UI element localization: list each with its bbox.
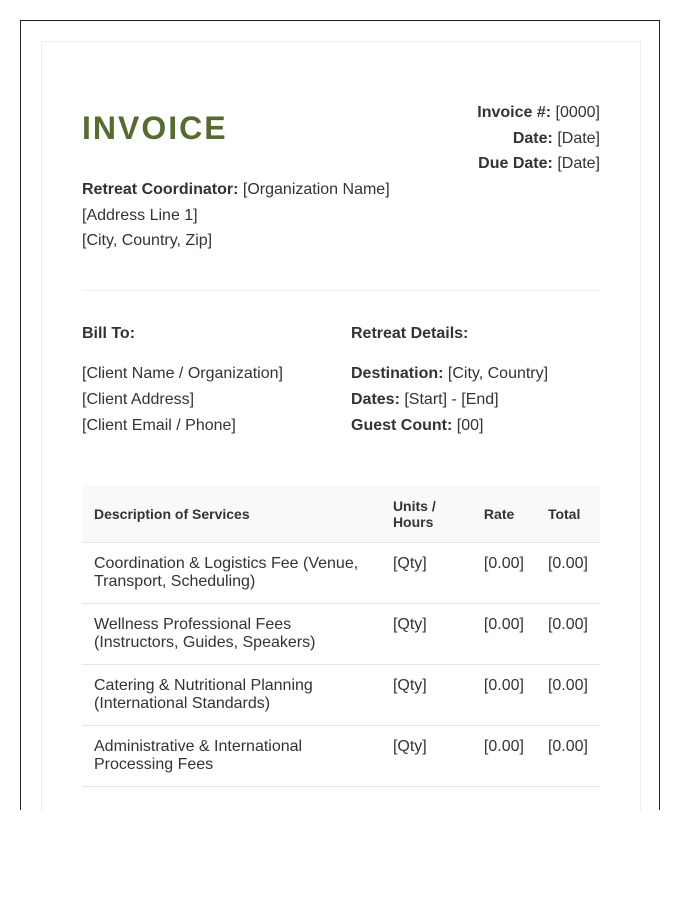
guest-count-label: Guest Count: xyxy=(351,417,453,434)
service-description: Wellness Professional Fees (Instructors, Guides, Speakers) xyxy=(82,604,381,665)
coordinator-block xyxy=(82,177,390,254)
table-row xyxy=(82,665,600,726)
retreat-details-block xyxy=(351,361,548,439)
bill-to-heading: Bill To: xyxy=(82,325,136,342)
destination-line xyxy=(351,361,548,387)
client-address: [Client Address] xyxy=(82,391,195,408)
section-divider xyxy=(82,290,600,291)
due-date-value: [Date] xyxy=(557,155,600,172)
table-row xyxy=(82,726,600,787)
destination-label: Destination: xyxy=(351,365,444,382)
service-rate: [0.00] xyxy=(472,726,536,787)
dates-label: Dates: xyxy=(351,391,400,408)
guest-count-value: [00] xyxy=(456,417,484,434)
destination-value: [City, Country] xyxy=(447,365,549,382)
invoice-number-line xyxy=(477,100,600,126)
coordinator-label: Retreat Coordinator: xyxy=(82,181,239,198)
table-row xyxy=(82,604,600,665)
table-row xyxy=(82,543,600,604)
invoice-date-value: [Date] xyxy=(557,129,600,147)
services-table xyxy=(82,485,600,787)
service-units: [Qty] xyxy=(381,665,472,726)
invoice-date-label: Date: xyxy=(512,129,553,147)
invoice-meta xyxy=(477,100,600,177)
column-header-rate: Rate xyxy=(472,485,536,543)
coordinator-address: [Address Line 1] xyxy=(82,206,198,224)
service-total: [0.00] xyxy=(536,665,600,726)
service-units: [Qty] xyxy=(381,604,472,665)
invoice-number-label: Invoice #: xyxy=(477,104,552,121)
client-contact: [Client Email / Phone] xyxy=(82,417,236,434)
due-date-line xyxy=(477,151,600,177)
retreat-details-heading: Retreat Details: xyxy=(351,325,469,342)
guest-count-line xyxy=(351,413,548,439)
invoice-date-line xyxy=(477,126,600,152)
coordinator-city: [City, Country, Zip] xyxy=(82,232,213,249)
service-description: Coordination & Logistics Fee (Venue, Transport, Scheduling) xyxy=(82,543,381,604)
service-rate: [0.00] xyxy=(472,543,536,604)
invoice-title: INVOICE xyxy=(82,110,228,146)
service-total: [0.00] xyxy=(536,726,600,787)
invoice-number-value: [0000] xyxy=(555,104,600,121)
coordinator-line xyxy=(82,177,390,203)
column-header-units: Units / Hours xyxy=(381,485,472,543)
client-name: [Client Name / Organization] xyxy=(82,365,283,382)
bill-to-block xyxy=(82,361,283,439)
column-header-total: Total xyxy=(536,485,600,543)
due-date-label: Due Date: xyxy=(478,155,553,172)
dates-value: [Start] - [End] xyxy=(404,391,499,408)
service-total: [0.00] xyxy=(536,543,600,604)
service-rate: [0.00] xyxy=(472,604,536,665)
table-header-row xyxy=(82,485,600,543)
service-units: [Qty] xyxy=(381,543,472,604)
service-description: Catering & Nutritional Planning (International Standards) xyxy=(82,665,381,726)
service-description: Administrative & International Processing Fees xyxy=(82,726,381,787)
dates-line xyxy=(351,387,548,413)
coordinator-name: [Organization Name] xyxy=(242,181,390,198)
column-header-description: Description of Services xyxy=(82,485,381,543)
service-units: [Qty] xyxy=(381,726,472,787)
service-total: [0.00] xyxy=(536,604,600,665)
service-rate: [0.00] xyxy=(472,665,536,726)
